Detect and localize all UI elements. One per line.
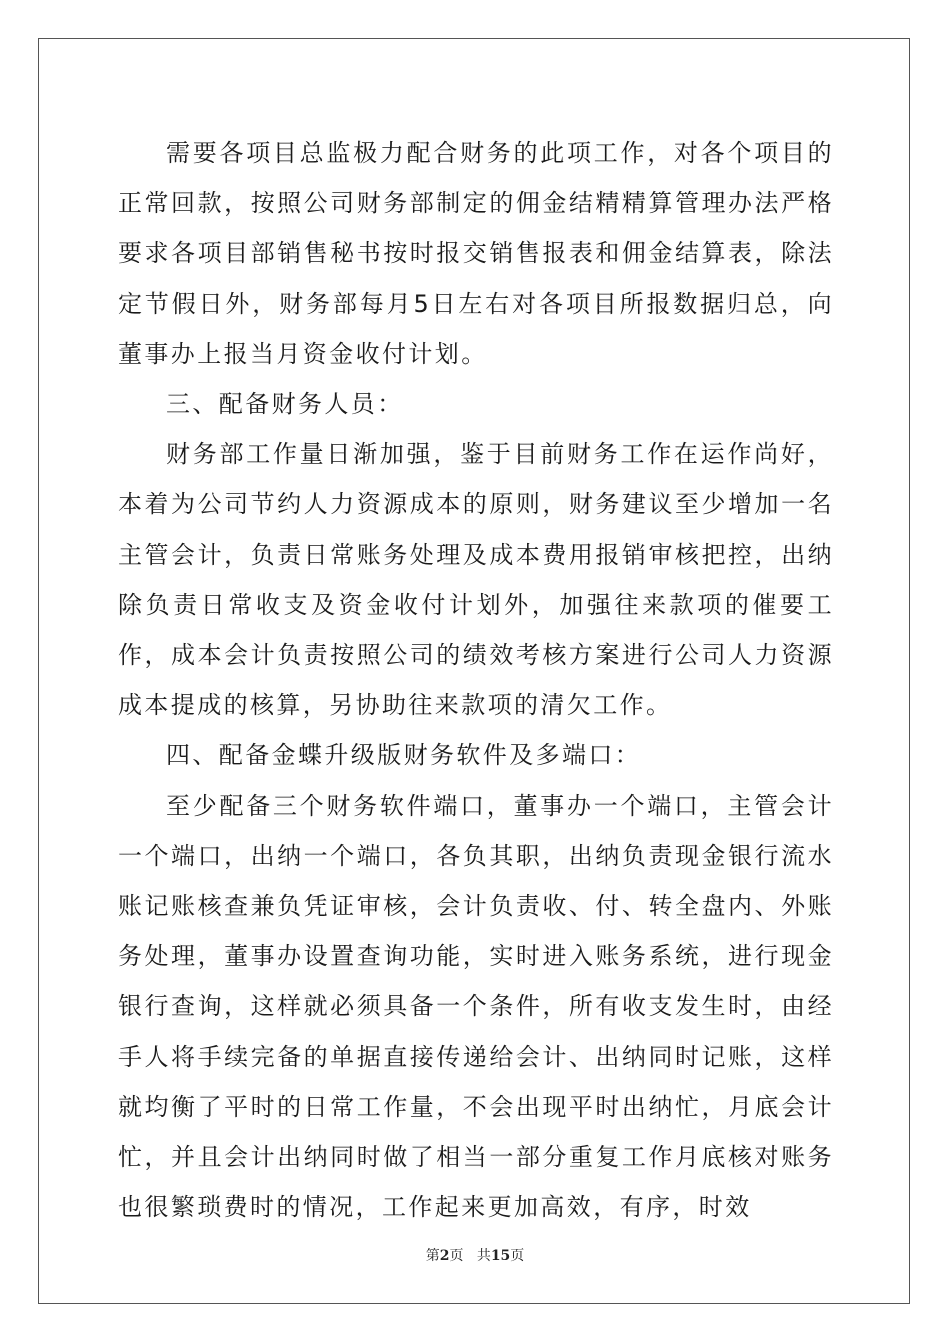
- paragraph-staffing: 财务部工作量日渐加强，鉴于目前财务工作在运作尚好，本着为公司节约人力资源成本的原则，财务建议至少增加一名主管会计，负责日常账务处理及成本费用报销审核把控，出纳除负责日常收支及资金收付计划外，加强往来款项的催要工作，成本会计负责按照公司的绩效考核方案进行公司人力资源成本提成的核算，另协助往来款项的清欠工作。: [118, 440, 834, 720]
- current-page-number: 2: [439, 1248, 450, 1264]
- paragraph-software: 至少配备三个财务软件端口，董事办一个端口，主管会计一个端口，出纳一个端口，各负其职，出纳负责现金银行流水账记账核查兼负凭证审核，会计负责收、付、转全盘内、外账务处理，董事办设置查询功能，实时进入账务系统，进行现金银行查询，这样就必须具备一个条件，所有收支发生时，由经手人将手续完备的单据直接传递给会计、出纳同时记账，这样就均衡了平时的日常工作量，不会出现平时出纳忙，月底会计忙，并且会计出纳同时做了相当一部分重复工作月底核对账务也很繁琐费时的情况，工作起来更加高效，有序，时效: [118, 791, 834, 1222]
- total-prefix: 共: [476, 1248, 491, 1264]
- page-footer: [0, 1245, 950, 1265]
- paragraph-payment-plan: 需要各项目总监极力配合财务的此项工作，对各个项目的正常回款，按照公司财务部制定的佣金结精精算管理办法严格要求各项目部销售秘书按时报交销售报表和佣金结算表，除法定节假日外，财务部每月5日左右对各项目所报数据归总，向董事办上报当月资金收付计划。: [118, 139, 834, 368]
- page-prefix: 第: [425, 1248, 440, 1264]
- page-suffix: 页: [449, 1248, 464, 1264]
- document-body: [118, 128, 834, 1232]
- total-page-count: 15: [490, 1248, 511, 1264]
- total-suffix: 页: [510, 1248, 525, 1264]
- section-heading-staffing: 三、配备财务人员：: [166, 390, 404, 419]
- section-heading-software: 四、配备金蝶升级版财务软件及多端口：: [166, 741, 642, 770]
